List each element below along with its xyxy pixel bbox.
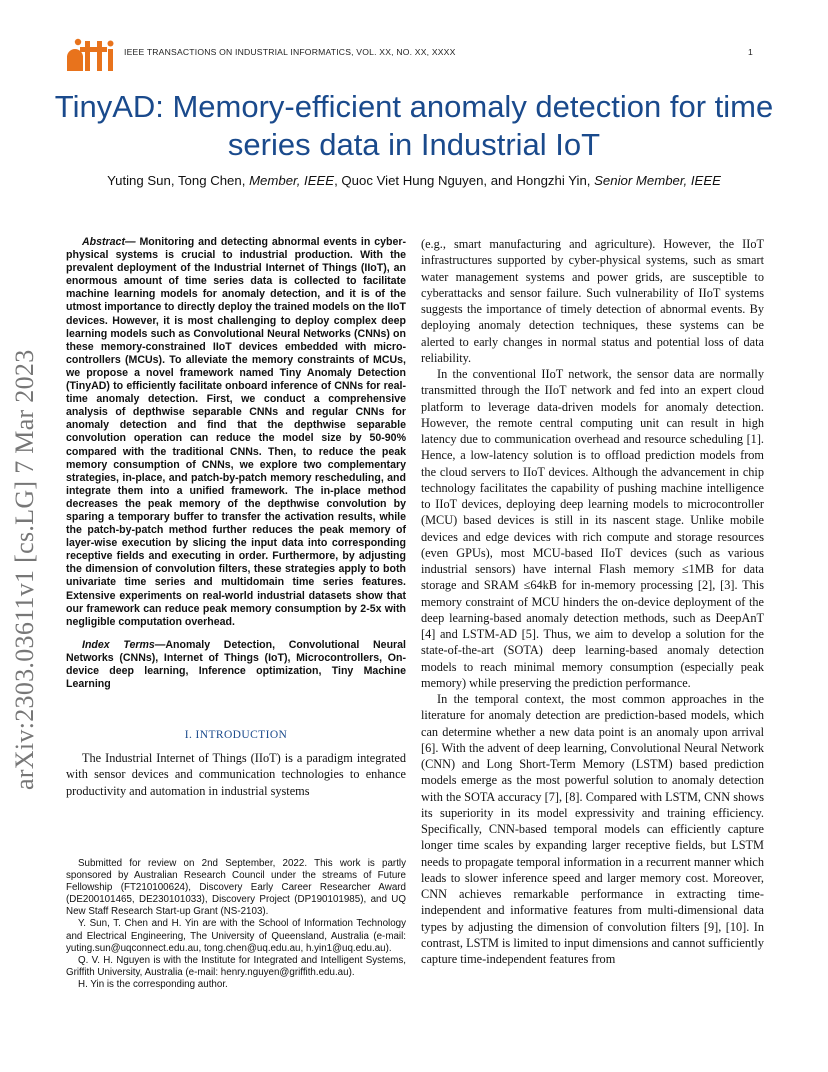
paper-title: TinyAD: Memory-efficient anomaly detection for time series data in Industrial IoT	[54, 89, 774, 162]
right-column	[421, 236, 764, 967]
footnote-affiliation-griffith: Q. V. H. Nguyen is with the Institute for Integrated and Intelligent Systems, Griffith University, Australia (e-mail: henry.nguyen@griffith.edu.au).	[66, 954, 406, 978]
footnote-funding: Submitted for review on 2nd September, 2022. This work is partly sponsored by Australian Research Council under the streams of Future Fellowship (FT210100624), Discovery Early Career Researcher Award (DE200101465, DE230101033), Discovery Project (DP190101985), and UQ New Staff Research Start-up Grant (NS-2103).	[66, 858, 406, 918]
author-list: Yuting Sun, Tong Chen, Member, IEEE, Quoc Viet Hung Nguyen, and Hongzhi Yin, Senior Member, IEEE	[107, 173, 721, 188]
abstract: Abstract— Monitoring and detecting abnormal events in cyber-physical systems is crucial to industrial production. With the prevalent deployment of the Industrial Internet of Things (IIoT), an enormous amount of time series data is collected to facilitate machine learning models for anomaly detection, and it is of the utmost importance to directly deploy the trained models on the IIoT devices. However, it is most challenging to deploy complex deep learning models such as Convolutional Neural Networks (CNNs) on these memory-constrained IIoT devices embedded with micro-controllers (MCUs). To alleviate the memory constraints of MCUs, we propose a novel framework named Tiny Anomaly Detection (TinyAD) to efficiently facilitate onboard inference of CNNs for real-time anomaly detection. First, we conduct a comprehensive analysis of depthwise separable CNNs and regular CNNs for anomaly detection and find that the depthwise separable convolution operation can reduce the model size by 50-90% compared with the traditional CNNs. Then, to reduce the peak memory consumption of CNNs, we explore two complementary strategies, in-place, and patch-by-patch memory rescheduling, and integrate them into a unified framework. The in-place method decreases the peak memory of the depthwise convolution by sparing a temporary buffer to transfer the activation results, while the patch-by-patch method further reduces the peak memory of layer-wise execution by slicing the input data into corresponding receptive fields and executing in order. Furthermore, by adjusting the dimension of convolution filters, these strategies apply to both univariate time series and multidomain time series features. Extensive experiments on real-world industrial datasets show that our framework can reduce peak memory consumption by 2-5x with negligible computation overhead.	[66, 236, 406, 628]
footnote-affiliation-uq: Y. Sun, T. Chen and H. Yin are with the School of Information Technology and Electrical Engineering, The University of Queensland, Australia (e-mail: yuting.sun@uqconnect.edu.au, tong.chen@uq.edu.au, h.yin1@uq.edu.au).	[66, 918, 406, 954]
footnotes	[66, 858, 406, 991]
body-paragraph: In the conventional IIoT network, the sensor data are normally transmitted through the IIoT network and fed into an expert cloud platform to leverage data-driven models for anomaly detection. However, the remote central computing unit can result in high latency due to communication overhead and resource scheduling [1]. Hence, a low-latency solution is to offload prediction models from the cloud servers to IIoT devices. Although the advancement in chip technology facilitates the capability of pushing machine intelligence to IIoT devices, deploying deep learning models to microcontroller (MCU) based devices is still in its nascent stage. Unlike mobile devices and edge devices with rich compute and storage resources (even GPUs), most MCU-based IIoT devices (such as various industrial sensors) have internal Flash memory ≤1MB for data storage and SRAM ≤64kB for in-memory processing [2], [3]. This memory constraint of MCU hinders the on-device deployment of the deep learning-based anomaly detection methods, such as DeepAnT [4] and LSTM-AD [5]. Thus, we aim to develop a solution for the state-of-the-art (SOTA) deep learning-based anomaly detection models to reach minimal memory consumption (especially peak memory) while preserving the prediction performance.	[421, 367, 764, 690]
intro-paragraph: The Industrial Internet of Things (IIoT) is a paradigm integrated with sensor devices and communication technologies to enhance productivity and automation in industrial systems	[66, 751, 406, 798]
ieee-ies-logo	[64, 36, 116, 74]
left-column	[66, 236, 406, 799]
page-number: 1	[748, 47, 753, 57]
section-heading-introduction: I. INTRODUCTION	[184, 729, 288, 742]
body-paragraph: In the temporal context, the most common approaches in the literature for anomaly detection are prediction-based models, which can determine whether a new data point is an anomaly upon arrival [6]. With the advent of deep learning, Convolutional Neural Network (CNN) and Long Short-Term Memory (LSTM) based prediction models emerge as the most powerful solution to anomaly detection with the SOTA accuracy [7], [8]. Compared with LSTM, CNN shows its superiority in its model expressivity and training efficiency. Specifically, CNN-based temporal models can efficiently capture longer time scales by expanding larger receptive fields, but LSTM needs to propagate temporal information in a recurrent manner which leads to slower inference speed and larger memory cost. Moreover, CNN achieves remarkable performance in extracting time-independent and informative features from multi-dimensional data types by adjusting the dimension of convolution filters [9], [10]. In contrast, LSTM is limited to input dimensions and cannot sufficiently capture time-independent features from	[421, 692, 764, 966]
journal-header: IEEE TRANSACTIONS ON INDUSTRIAL INFORMATICS, VOL. XX, NO. XX, XXXX	[124, 47, 456, 57]
body-paragraph: (e.g., smart manufacturing and agriculture). However, the IIoT infrastructures supported by cyber-physical systems, such as smart water management systems and power grids, are susceptible to cyberattacks and sensor failure. Such vulnerability of IIoT systems suggests the importance of timely detection of abnormal events. By deploying anomaly detection techniques, these systems can be alerted to early changes in normal status and potential loss of data reliability.	[421, 237, 764, 365]
index-terms: Index Terms—Anomaly Detection, Convolutional Neural Networks (CNNs), Internet of Things (IoT), Microcontrollers, On-device deep learning, Inference optimization, Tiny Machine Learning	[66, 638, 407, 691]
arxiv-identifier: arXiv:2303.03611v1 [cs.LG] 7 Mar 2023	[10, 349, 39, 790]
footnote-corresponding: H. Yin is the corresponding author.	[78, 978, 228, 990]
